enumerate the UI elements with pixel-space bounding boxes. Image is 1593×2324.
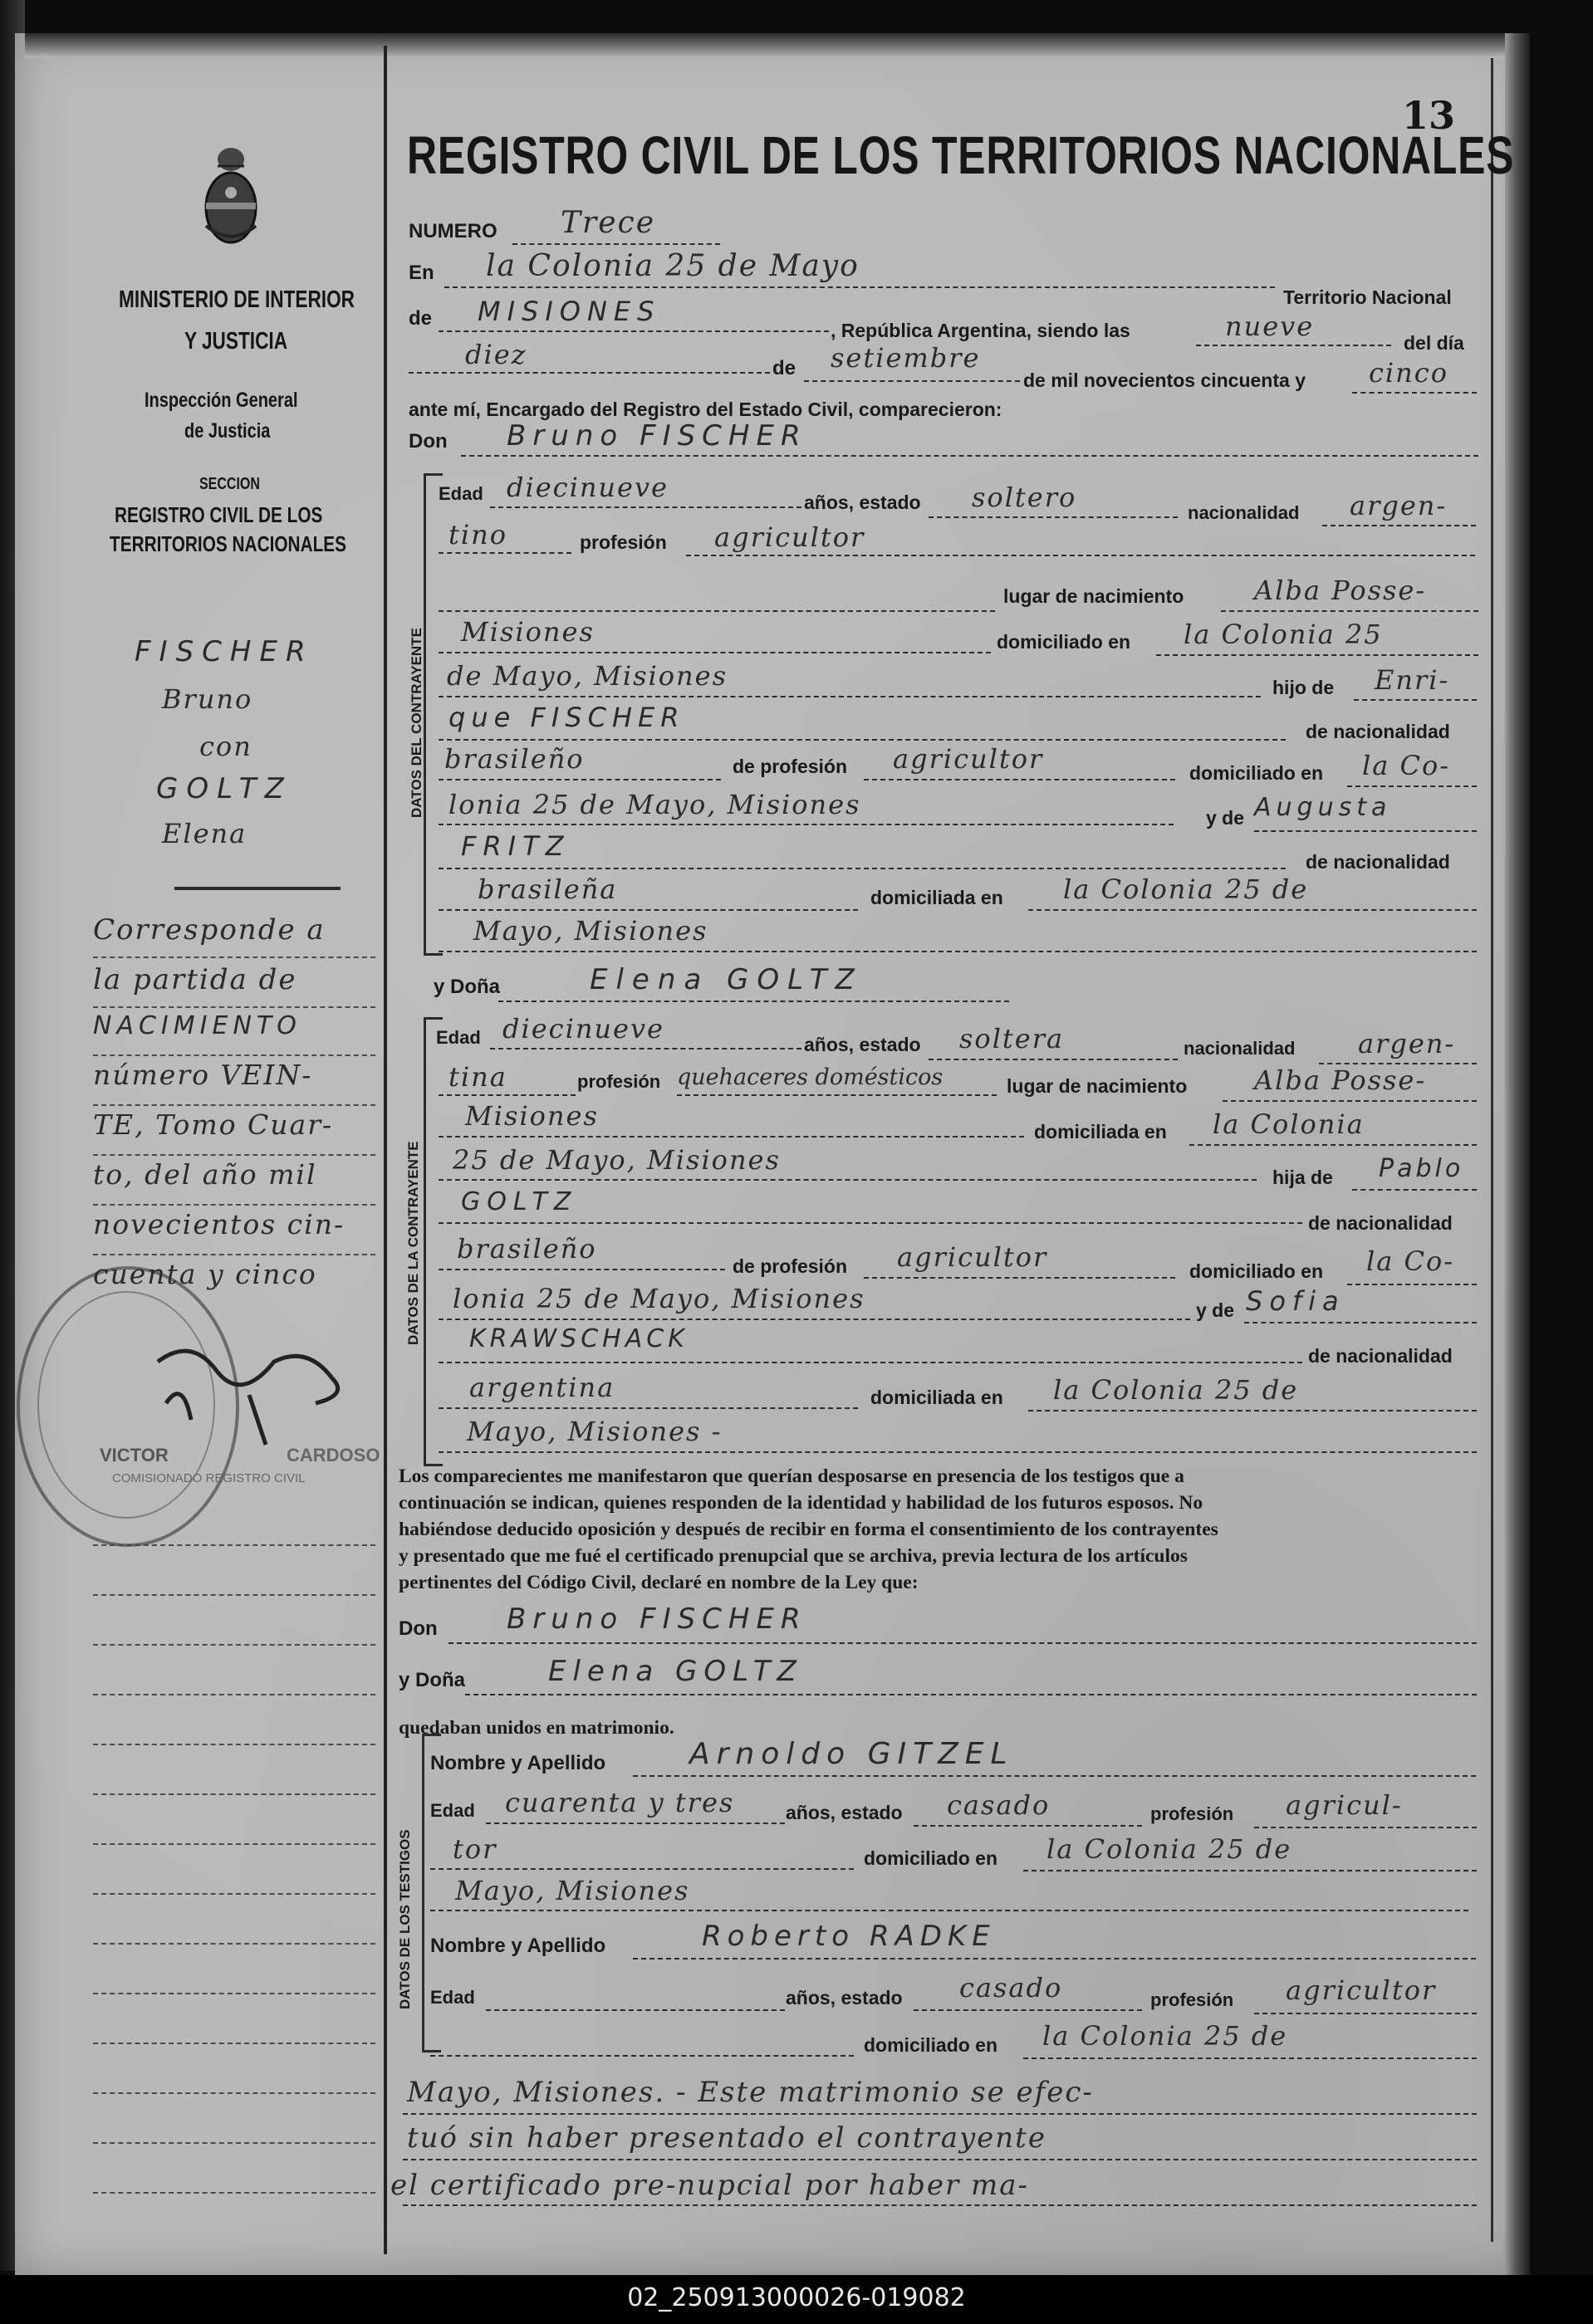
groom-nac2-line: [439, 552, 571, 554]
stamp-name-2: CARDOSO: [287, 1445, 380, 1465]
groom-prof-line: [686, 555, 1475, 556]
bride-hija-line: [1352, 1189, 1477, 1191]
territorio-line: [439, 330, 829, 332]
groom-dom-line: [1156, 654, 1478, 656]
groom-madre-nac-value: brasileña: [478, 873, 618, 905]
groom-estado-label: años, estado: [804, 492, 921, 513]
bride-lugar-line: [1223, 1100, 1477, 1102]
territorio-label: Territorio Nacional: [1283, 286, 1452, 308]
groom-edad-value: diecinueve: [507, 472, 669, 503]
groom-dom2-line: [439, 696, 1261, 697]
w2-dom-label: domiciliado en: [864, 2034, 998, 2056]
page-title: REGISTRO CIVIL DE LOS TERRITORIOS NACIONALES: [407, 125, 1515, 185]
dia-line: [409, 372, 770, 374]
margin-divider: [384, 46, 387, 2254]
ministry-line-2: Y JUSTICIA: [184, 328, 288, 355]
margin-con: con: [199, 731, 252, 762]
w1-dom-label: domiciliado en: [864, 1847, 998, 1869]
margin-note-line-7: novecientos cin-: [93, 1208, 346, 1240]
bride-nac-value: argen-: [1358, 1028, 1456, 1059]
don-line: [461, 455, 1478, 457]
declaration-line-4: y presentado que me fué el certificado prenupcial que se archiva, previa lectura de los artículos: [399, 1545, 1188, 1567]
groom-nac2-value: tino: [448, 519, 507, 550]
bride-padre-dom-label: domiciliado en: [1189, 1260, 1324, 1282]
bride-madre-value: Sofia: [1246, 1285, 1345, 1317]
dia-value: diez: [465, 339, 527, 370]
groom-padre-prof-line: [864, 779, 1175, 780]
margin-note-line-8: cuenta y cinco: [93, 1258, 317, 1290]
bride-padre-prof-line: [864, 1277, 1175, 1279]
bride-prof-label: profesión: [577, 1071, 661, 1092]
margin-rule: [93, 1154, 375, 1156]
w2-blank-line: [430, 2055, 854, 2057]
margin-rule: [93, 1694, 375, 1695]
bride-madre-dom2-line: [439, 1451, 1477, 1453]
bride-madre-dom2-value: Mayo, Misiones -: [467, 1416, 723, 1447]
stamp-title: COMISIONADO REGISTRO CIVIL: [112, 1471, 306, 1485]
bride-madre-dom-label: domiciliada en: [870, 1387, 1003, 1408]
groom-edad-label: Edad: [439, 483, 483, 504]
w1-dom2-line: [430, 1910, 1468, 1911]
bride-dom2-line: [439, 1179, 1257, 1181]
groom-madre-dom-value: la Colonia 25 de: [1063, 873, 1309, 905]
w2-dom-value: la Colonia 25 de: [1042, 2020, 1288, 2052]
bride-estado-line: [929, 1059, 1178, 1060]
bride-prof-value: quehaceres domésticos: [677, 1064, 944, 1090]
groom-lugar-label: lugar de nacimiento: [1003, 585, 1184, 607]
margin-rule: [93, 1644, 375, 1646]
groom-padre-value: que FISCHER: [448, 702, 685, 733]
w1-dom2-value: Mayo, Misiones: [455, 1875, 690, 1906]
bride-hija-label: hija de: [1272, 1167, 1333, 1188]
anio-line: [1352, 392, 1477, 394]
groom-madre-line: [1254, 830, 1477, 832]
groom-nac-value: argen-: [1350, 490, 1448, 521]
groom-madre-dom-line: [1028, 909, 1477, 911]
bride-hija-value: Pablo: [1379, 1154, 1464, 1183]
w2-estado-value: casado: [959, 1972, 1063, 2004]
bride-dom-label: domiciliada en: [1034, 1121, 1167, 1142]
bride-nac2-value: tina: [448, 1061, 507, 1093]
w2-dom3-line: [403, 2159, 1477, 2160]
margin-note-line-3: NACIMIENTO: [93, 1011, 301, 1040]
bride-madre-nac-value: argentina: [469, 1372, 615, 1403]
mes-line: [804, 380, 1020, 382]
margin-rule: [93, 1054, 375, 1056]
margin-note-line-6: to, del año mil: [93, 1158, 317, 1191]
margin-rule: [93, 2192, 375, 2194]
groom-lugar2-line: [439, 652, 991, 653]
groom-padre-dom-value: la Co-: [1362, 750, 1451, 781]
bride-estado-value: soltera: [959, 1023, 1065, 1054]
bride-padre-nac-line: [439, 1269, 725, 1270]
groom-padre-nac-line: [439, 779, 721, 780]
hora-line: [1196, 345, 1391, 346]
w1-estado-value: casado: [947, 1789, 1051, 1821]
ante-mi-label: ante mí, Encargado del Registro del Estado Civil, comparecieron:: [409, 399, 1002, 420]
groom-lugar-value: Alba Posse-: [1254, 575, 1427, 606]
margin-rule: [93, 1893, 375, 1895]
signature-icon: [141, 1328, 374, 1453]
groom-padre-dom-line: [1347, 785, 1477, 787]
section-label: SECCION: [199, 475, 260, 493]
bride-madre2-line: [439, 1362, 1302, 1363]
numero-line: [512, 243, 720, 245]
w2-estado-label: años, estado: [786, 1987, 903, 2008]
mil-label: de mil novecientos cincuenta y: [1023, 369, 1306, 391]
bride-lugar-label: lugar de nacimiento: [1007, 1075, 1188, 1097]
w1-edad-label: Edad: [430, 1800, 475, 1821]
bride-lugar-value: Alba Posse-: [1254, 1064, 1427, 1096]
margin-note-line-4: número VEIN-: [93, 1059, 313, 1091]
bride-y-de-label: y de: [1196, 1299, 1235, 1321]
image-id-label: 02_250913000026-019082: [627, 2283, 966, 2312]
groom-estado-line: [929, 516, 1178, 518]
page-number: 13: [1402, 93, 1456, 138]
w2-dom2-value: Mayo, Misiones. - Este matrimonio se efec-: [407, 2076, 1094, 2109]
bride-edad-value: diecinueve: [502, 1013, 664, 1045]
del-dia-label: del día: [1404, 332, 1464, 354]
w2-prof-value: agricultor: [1286, 1974, 1437, 2006]
bride-padre-dom-value: la Co-: [1366, 1245, 1455, 1277]
bride-padre-prof-value: agricultor: [897, 1241, 1048, 1273]
margin-rule: [93, 2092, 375, 2094]
w2-dom-line: [1023, 2057, 1477, 2059]
groom-blank-line: [439, 610, 995, 612]
groom-madre-value: Augusta: [1254, 793, 1392, 822]
w2-estado-line: [914, 2009, 1142, 2011]
w1-name-line: [633, 1775, 1476, 1777]
w1-prof-line: [1254, 1827, 1477, 1828]
margin-bride-name: Elena: [162, 818, 248, 849]
stamp-name-1: VICTOR: [100, 1445, 169, 1465]
bride-dom2-value: 25 de Mayo, Misiones: [453, 1144, 781, 1176]
section-line-1: REGISTRO CIVIL DE LOS: [115, 502, 323, 527]
declaration-line-1: Los comparecientes me manifestaron que querían desposarse en presencia de los testigos que a: [399, 1465, 1184, 1487]
margin-rule: [93, 1843, 375, 1845]
margin-rule: [93, 1943, 375, 1945]
republica-label: , República Argentina, siendo las: [831, 320, 1130, 341]
margin-bride-surname: GOLTZ: [156, 772, 292, 805]
section-line-2: TERRITORIOS NACIONALES: [110, 531, 347, 556]
groom-madre-nac-label: de nacionalidad: [1306, 851, 1450, 873]
margin-separator: [174, 887, 341, 890]
w2-name-line: [633, 1958, 1476, 1959]
bride-madre-nac-label: de nacionalidad: [1308, 1345, 1453, 1367]
groom-padre-prof-value: agricultor: [893, 743, 1044, 775]
en-label: En: [409, 262, 434, 284]
groom-estado-value: soltero: [972, 482, 1077, 513]
bride-madre-line: [1244, 1322, 1477, 1323]
bride-madre-nac-line: [439, 1407, 858, 1409]
bride-padre-dom-line: [1347, 1284, 1477, 1285]
groom-dom2-value: de Mayo, Misiones: [447, 660, 728, 692]
de2-label: de: [772, 357, 796, 379]
groom-nac-line: [1322, 525, 1476, 526]
groom-lugar-line: [1221, 610, 1478, 612]
groom-padre-nac-value: brasileño: [444, 743, 585, 775]
groom-madre-dom2-value: Mayo, Misiones: [473, 915, 708, 947]
w2-edad-line: [486, 2009, 785, 2011]
bride-padre-dom2-value: lonia 25 de Mayo, Misiones: [453, 1283, 865, 1314]
w1-name-value: Arnoldo GITZEL: [689, 1737, 1014, 1771]
groom-madre-dom2-line: [439, 951, 1477, 952]
margin-rule: [93, 1993, 375, 1994]
margin-rule: [93, 2142, 375, 2144]
dona-label: y Doña: [434, 976, 501, 998]
margin-groom-name: Bruno: [162, 683, 253, 715]
bride-edad-label: Edad: [436, 1027, 481, 1048]
w2-prof-label: profesión: [1150, 1989, 1234, 2010]
w2-dom2-line: [403, 2113, 1477, 2115]
bride-padre-nac-label: de nacionalidad: [1308, 1212, 1453, 1234]
margin-rule: [93, 1744, 375, 1745]
dona-value: Elena GOLTZ: [590, 963, 863, 996]
groom-madre2-value: FRITZ: [461, 830, 571, 862]
groom-lugar2-value: Misiones: [461, 616, 595, 648]
groom-madre2-line: [439, 868, 1286, 869]
groom-padre-prof-label: de profesión: [733, 756, 848, 777]
w1-dom-value: la Colonia 25 de: [1046, 1833, 1292, 1865]
decl-don-value: Bruno FISCHER: [507, 1602, 807, 1636]
groom-y-de-label: y de: [1206, 807, 1245, 829]
page-top-edge: [25, 33, 1530, 58]
witness-vertical-label: DATOS DE LOS TESTIGOS: [397, 1829, 413, 2009]
groom-padre-dom-label: domiciliado en: [1189, 762, 1324, 784]
w2-edad-label: Edad: [430, 1987, 475, 2008]
declaration-line-3: habiéndose deducido oposición y después de recibir en forma el consentimiento de los contrayentes: [399, 1519, 1218, 1540]
declaration-line-2: continuación se indican, quienes responden de la identidad y habilidad de los futuros esposos. No: [399, 1492, 1203, 1514]
decl-dona-label: y Doña: [399, 1669, 466, 1691]
margin-note-line-5: TE, Tomo Cuar-: [93, 1108, 334, 1141]
margin-note-line-1: Corresponde a: [93, 913, 326, 947]
w1-prof2-value: tor: [453, 1833, 498, 1865]
groom-hijo-value: Enri-: [1375, 664, 1450, 696]
coat-of-arms-icon: [198, 143, 264, 251]
groom-nac-label: nacionalidad: [1188, 502, 1300, 523]
inspection-line-1: Inspección General: [145, 389, 298, 412]
w1-prof2-line: [430, 1868, 854, 1870]
bride-dom-line: [1189, 1144, 1477, 1146]
decl-dona-line: [465, 1694, 1477, 1695]
groom-madre-dom-label: domiciliada en: [870, 887, 1003, 908]
margin-rule: [93, 957, 375, 958]
groom-padre-line: [439, 739, 1286, 741]
w1-dom-line: [1023, 1870, 1477, 1871]
margin-groom-surname: FISCHER: [135, 635, 314, 668]
groom-hijo-line: [1354, 699, 1477, 701]
bride-padre-dom2-line: [439, 1319, 1190, 1320]
margin-note-line-2: la partida de: [93, 963, 297, 996]
groom-bracket: [424, 473, 443, 956]
mes-value: setiembre: [831, 342, 981, 374]
groom-padre-nac-label: de nacionalidad: [1306, 721, 1450, 742]
groom-prof-label: profesión: [580, 531, 667, 553]
quedaban-label: quedaban unidos en matrimonio.: [399, 1717, 674, 1739]
w2-prof-line: [1254, 2013, 1477, 2014]
w2-name-label: Nombre y Apellido: [430, 1935, 606, 1957]
w1-estado-line: [914, 1825, 1142, 1827]
image-id-bar: [0, 2275, 1593, 2324]
right-border-rule: [1491, 58, 1493, 2242]
margin-rule: [93, 1793, 375, 1795]
w2-name-value: Roberto RADKE: [702, 1920, 996, 1953]
groom-padre-dom2-value: lonia 25 de Mayo, Misiones: [448, 789, 861, 820]
margin-rule: [93, 1594, 375, 1596]
groom-vertical-label: DATOS DEL CONTRAYENTE: [409, 628, 424, 818]
groom-dom-label: domiciliado en: [997, 631, 1131, 653]
declaration-line-5: pertinentes del Código Civil, declaré en nombre de la Ley que:: [399, 1572, 919, 1593]
bride-padre-nac-value: brasileño: [457, 1233, 597, 1265]
inspection-line-2: de Justicia: [184, 419, 271, 443]
en-line: [444, 286, 1275, 288]
groom-dom-value: la Colonia 25: [1184, 619, 1383, 650]
bride-nac2-line: [439, 1094, 576, 1096]
bride-lugar2-value: Misiones: [465, 1100, 599, 1132]
margin-rule: [93, 1254, 375, 1255]
bride-bracket: [424, 1017, 443, 1466]
bride-vertical-label: DATOS DE LA CONTRAYENTE: [405, 1141, 421, 1345]
w2-dom4-line: [403, 2204, 1477, 2206]
w1-prof-label: profesión: [1150, 1803, 1234, 1824]
hora-value: nueve: [1225, 311, 1315, 342]
bride-padre-line: [439, 1222, 1302, 1224]
bride-dom-value: la Colonia: [1213, 1108, 1365, 1140]
decl-don-label: Don: [399, 1617, 438, 1640]
numero-value: Trece: [561, 206, 655, 240]
bride-padre-value: GOLTZ: [461, 1187, 578, 1216]
bride-nac-label: nacionalidad: [1184, 1038, 1296, 1059]
dona-line: [498, 1001, 1009, 1002]
en-value: la Colonia 25 de Mayo: [486, 249, 860, 283]
groom-hijo-label: hijo de: [1272, 677, 1335, 698]
bride-madre2-value: KRAWSCHACK: [469, 1324, 689, 1353]
margin-rule: [93, 1204, 375, 1206]
decl-don-line: [448, 1642, 1477, 1644]
decl-dona-value: Elena GOLTZ: [548, 1655, 803, 1688]
numero-label: NUMERO: [409, 220, 498, 242]
anio-value: cinco: [1369, 357, 1448, 389]
de-label: de: [409, 307, 433, 330]
groom-madre-nac-line: [439, 909, 858, 911]
bride-madre-dom-line: [1028, 1410, 1477, 1412]
w1-edad-value: cuarenta y tres: [505, 1787, 735, 1818]
margin-rule: [93, 1104, 375, 1106]
w1-edad-line: [486, 1823, 785, 1824]
w1-estado-label: años, estado: [786, 1802, 903, 1823]
groom-prof-value: agricultor: [714, 521, 865, 553]
bride-padre-prof-label: de profesión: [733, 1255, 848, 1277]
bride-estado-label: años, estado: [804, 1034, 921, 1055]
w2-dom4-value: el certificado pre-nupcial por haber ma-: [390, 2169, 1030, 2202]
bride-lugar2-line: [439, 1136, 1024, 1138]
margin-rule: [93, 1006, 375, 1008]
groom-edad-line: [490, 506, 801, 508]
bride-prof-line: [677, 1094, 997, 1096]
w1-name-label: Nombre y Apellido: [430, 1752, 606, 1774]
bride-edad-line: [490, 1048, 801, 1049]
w1-prof-value: agricul-: [1286, 1789, 1403, 1821]
bride-madre-dom-value: la Colonia 25 de: [1053, 1374, 1299, 1406]
groom-padre-dom2-line: [439, 824, 1174, 825]
territorio-value: MISIONES: [478, 296, 661, 327]
don-value: Bruno FISCHER: [507, 419, 807, 453]
w2-dom3-value: tuó sin haber presentado el contrayente: [407, 2121, 1046, 2155]
don-label: Don: [409, 430, 448, 453]
ministry-line-1: MINISTERIO DE INTERIOR: [119, 286, 355, 313]
margin-rule: [93, 1544, 375, 1546]
margin-rule: [93, 2043, 375, 2044]
page-right-edge: [1505, 33, 1530, 2275]
